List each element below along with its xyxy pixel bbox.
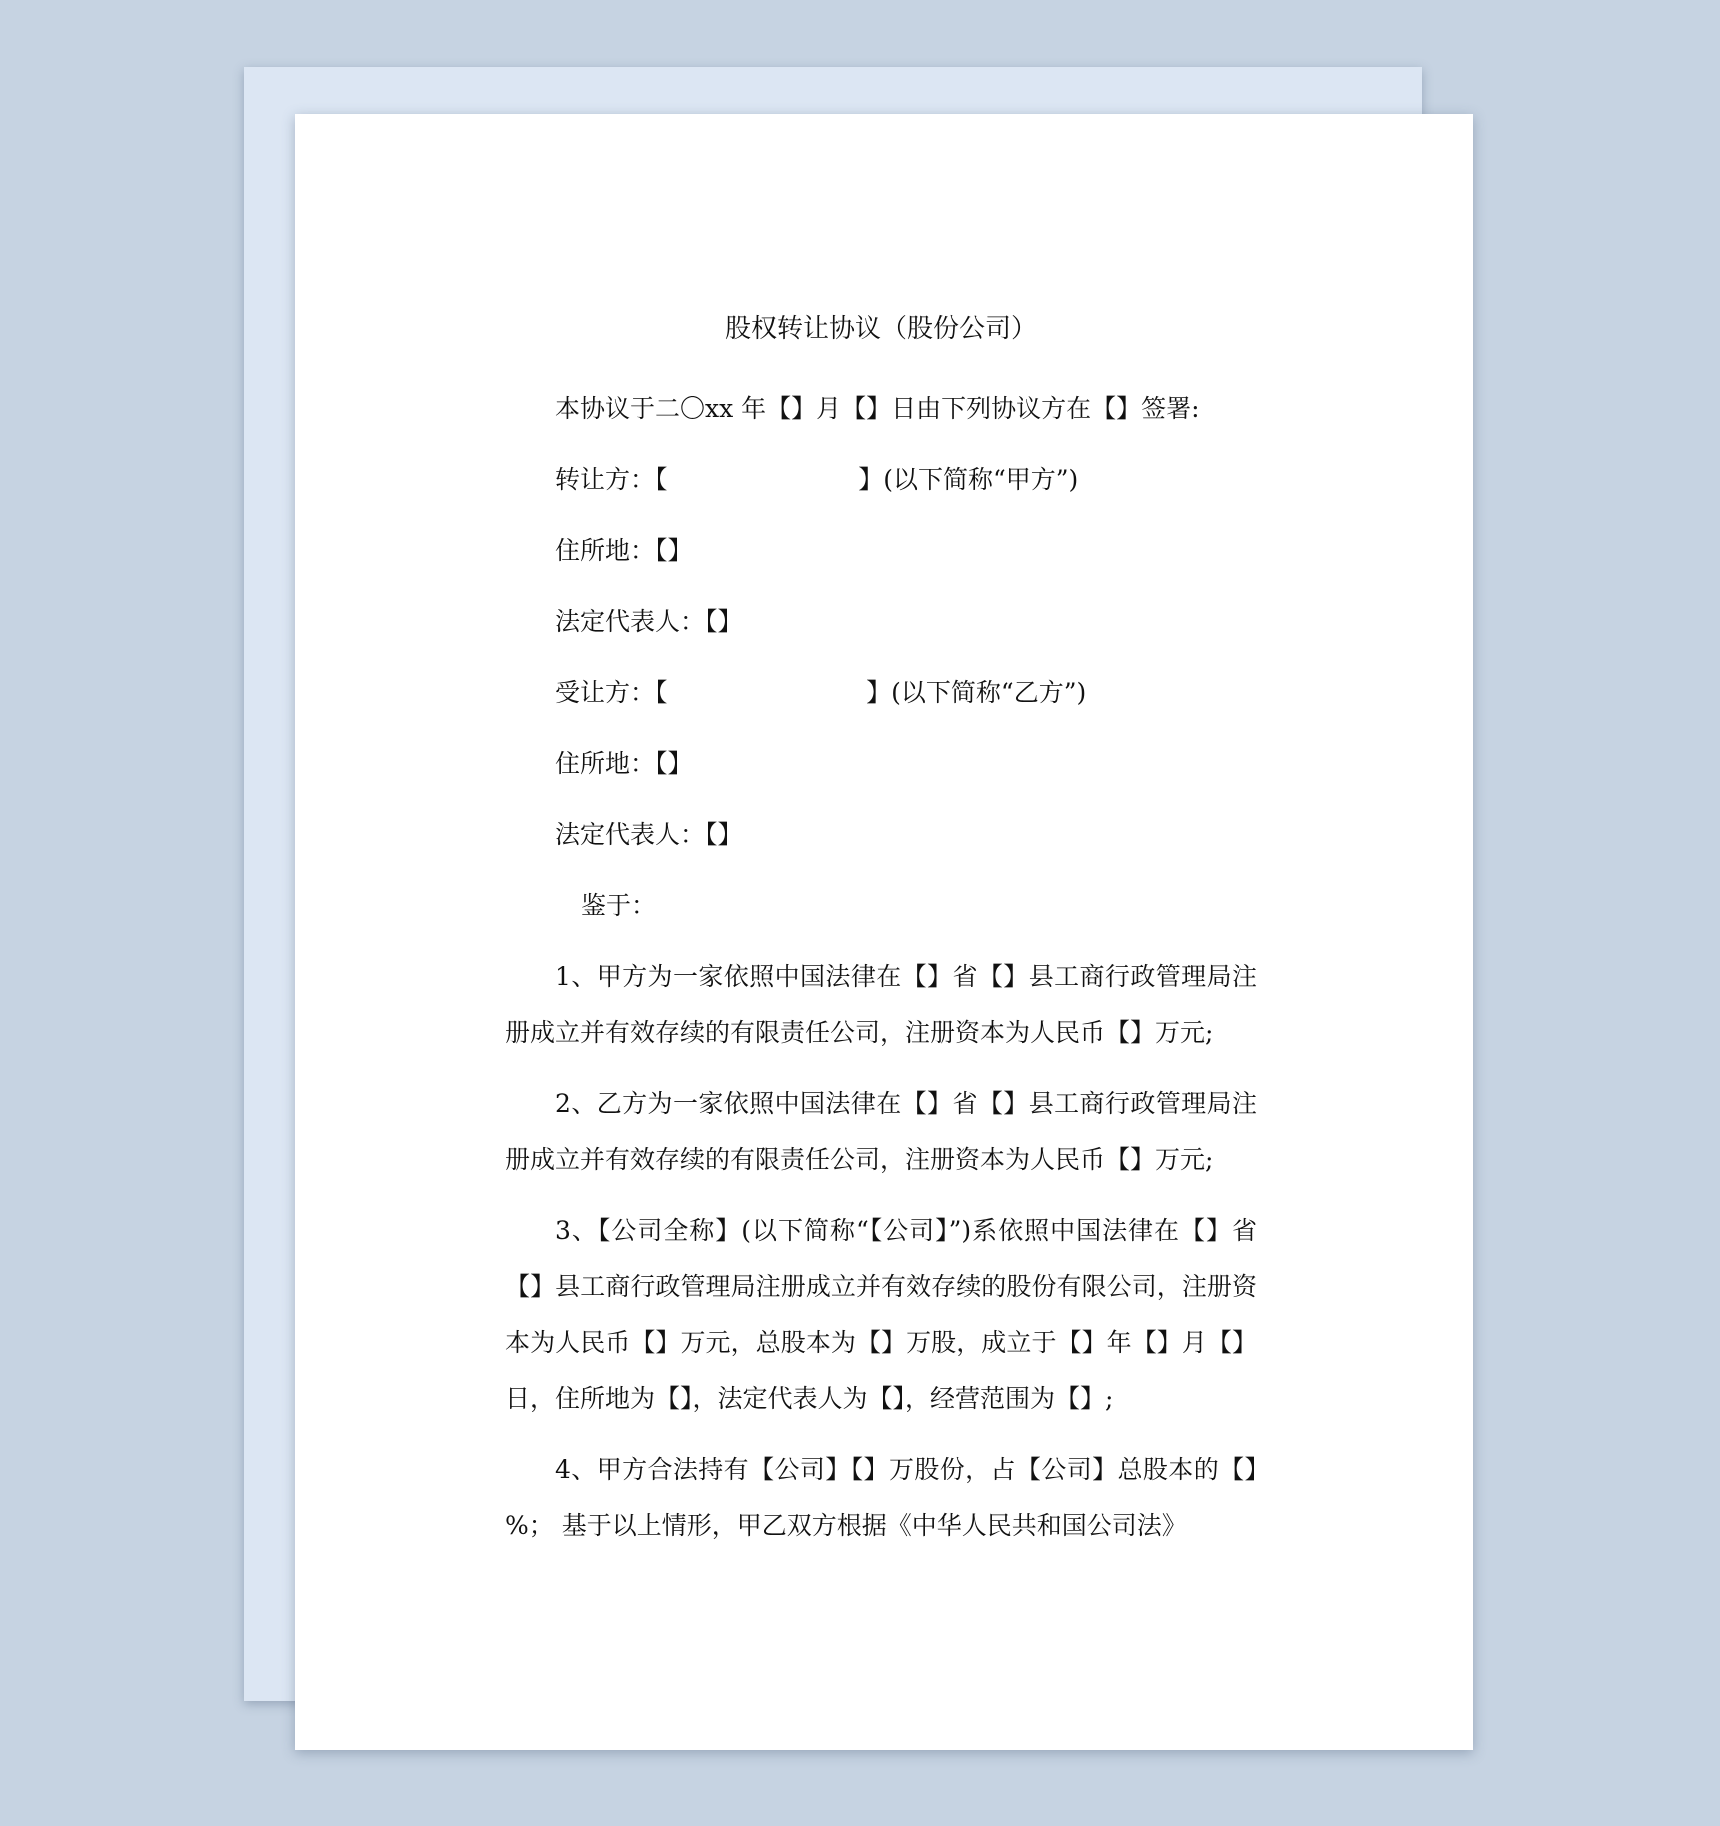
transferee-line: 受让方：【 】(以下简称“乙方”) [555, 678, 1087, 707]
transferor-address-line: 住所地：【】 [555, 536, 693, 565]
document-page [295, 114, 1473, 1750]
clause-4: 4、甲方合法持有【公司】【】万股份，占【公司】总股本的【】%； 基于以上情形，甲乙双方根据《中华人民共和国公司法》 [505, 1455, 1257, 1540]
transferee-representative-line: 法定代表人：【】 [555, 820, 743, 849]
transferor-representative-line: 法定代表人：【】 [555, 607, 743, 636]
whereas-heading: 鉴于： [581, 891, 657, 920]
clause-2: 2、乙方为一家依照中国法律在【】省【】县工商行政管理局注册成立并有效存续的有限责任公司，注册资本为人民币【】万元; [505, 1089, 1257, 1174]
document-body [505, 309, 1257, 1569]
agreement-intro-line: 本协议于二〇xx 年【】月【】日由下列协议方在【】签署: [555, 394, 1200, 423]
transferor-line: 转让方：【 】(以下简称“甲方”) [555, 465, 1079, 494]
clause-1: 1、甲方为一家依照中国法律在【】省【】县工商行政管理局注册成立并有效存续的有限责任公司，注册资本为人民币【】万元; [505, 962, 1257, 1047]
transferee-address-line: 住所地：【】 [555, 749, 693, 778]
clause-3: 3、【公司全称】(以下简称“【公司】”)系依照中国法律在【】省【】县工商行政管理局注册成立并有效存续的股份有限公司，注册资本为人民币【】万元，总股本为【】万股，成立于【】年【】月【】日，住所地为【】，法定代表人为【】，经营范围为【】; [505, 1216, 1257, 1413]
document-title: 股权转让协议（股份公司） [724, 314, 1037, 344]
